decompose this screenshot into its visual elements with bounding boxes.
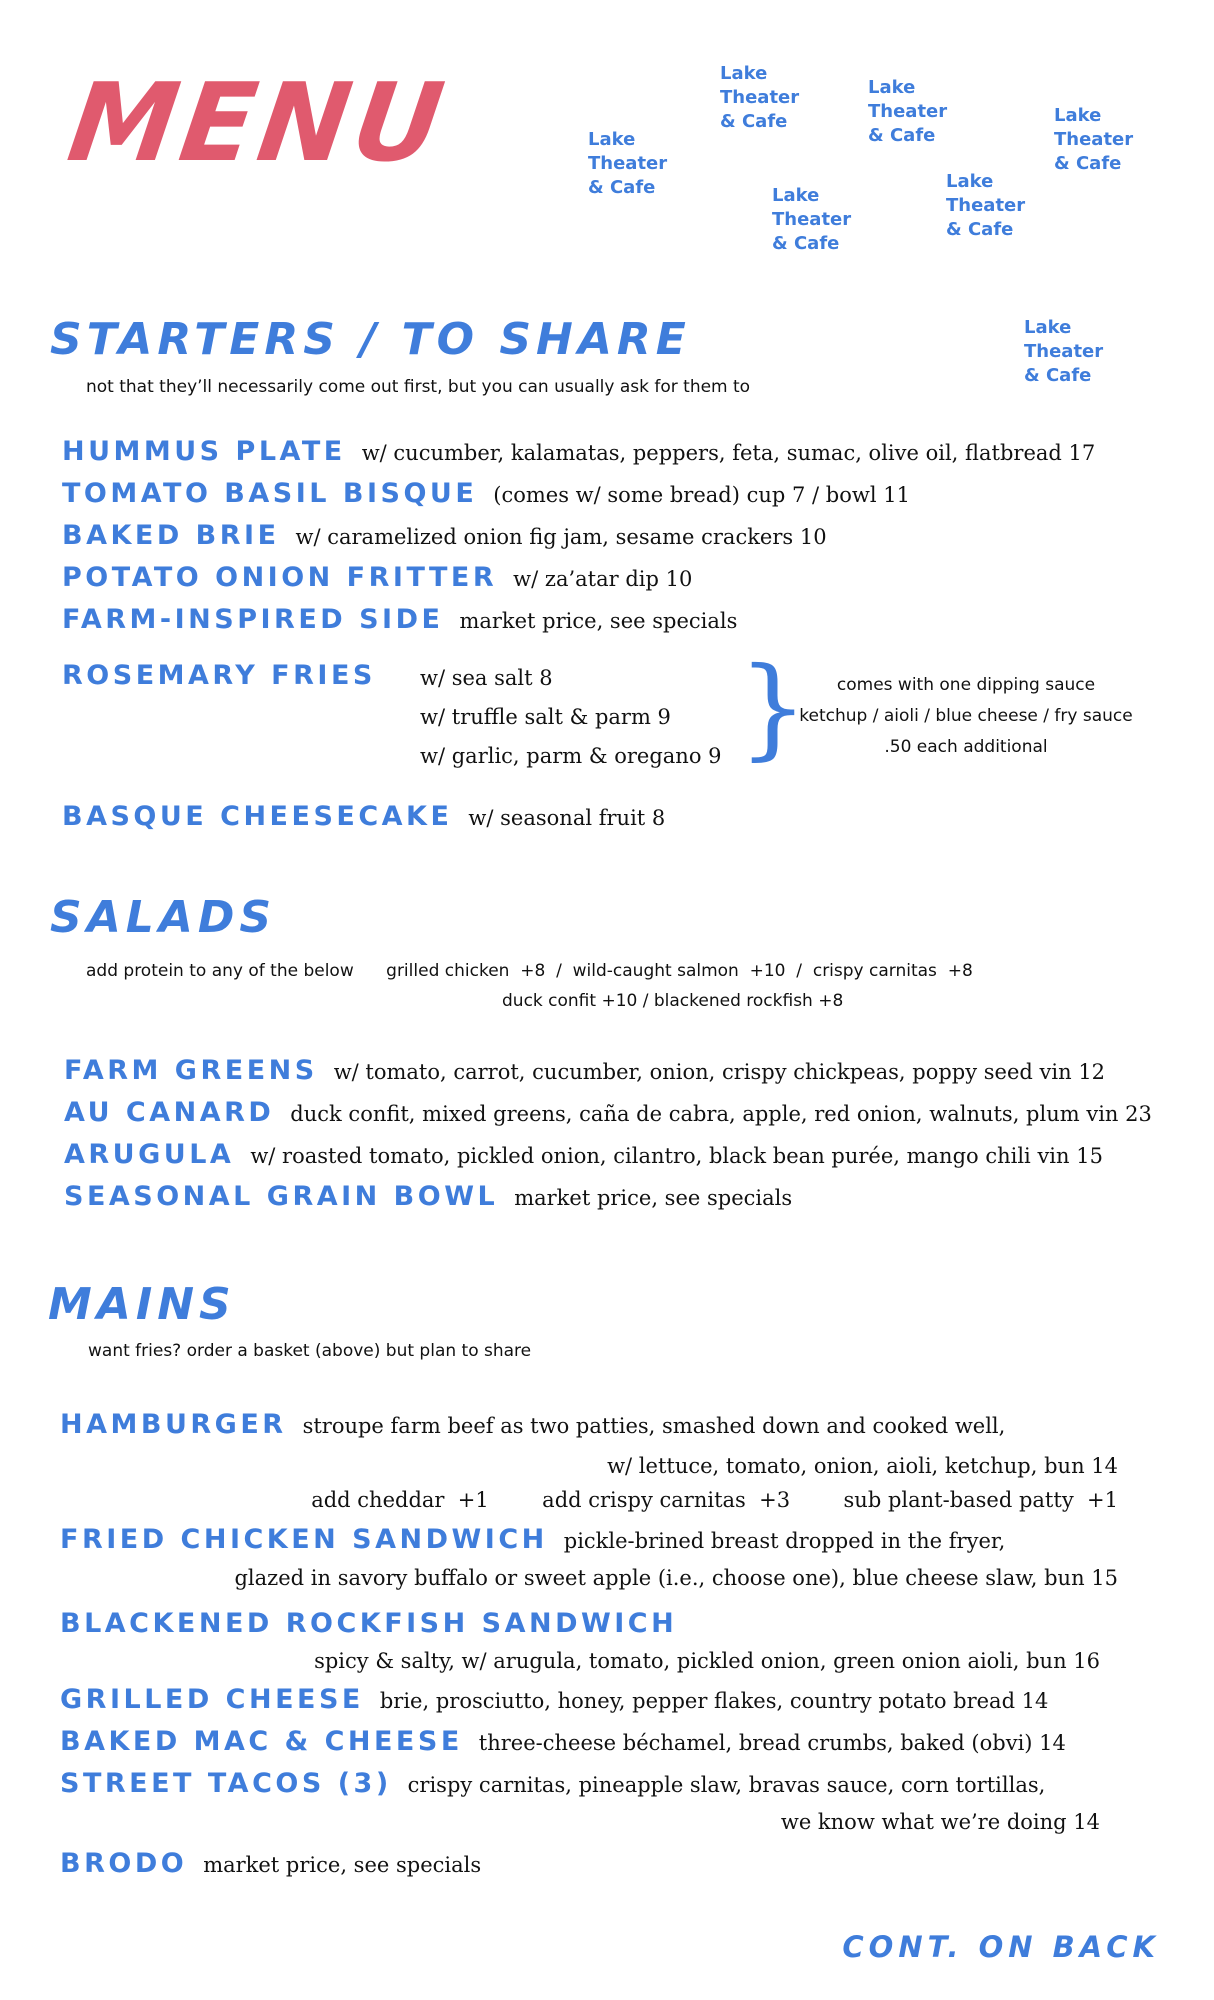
logo-text (868, 76, 978, 148)
item-desc: (comes w/ some bread) cup 7 / bowl 11 (493, 483, 910, 507)
item-desc: pickle-brined breast dropped in the fryer, (563, 1529, 1006, 1553)
logo-text (588, 128, 698, 200)
starters-heading: STARTERS / TO SHARE (50, 314, 691, 365)
fries-option: w/ truffle salt & parm 9 (420, 705, 671, 729)
menu-item (64, 1141, 1103, 1168)
item-name: BAKED MAC & CHEESE (60, 1726, 463, 1757)
logo-line: & Cafe (720, 111, 788, 132)
logo-line: Lake (772, 185, 820, 206)
hamburger-addons: add cheddar +1 add crispy carnitas +3 sub plant-based patty +1 (311, 1488, 1118, 1512)
rosemary-fries-item (62, 662, 376, 689)
menu-item (62, 480, 910, 507)
item-name: HAMBURGER (60, 1409, 287, 1440)
logo-text (1054, 104, 1164, 176)
logo-line: Lake (1024, 317, 1072, 338)
menu-item (64, 1099, 1152, 1126)
logo-line: Theater (868, 101, 948, 122)
logo-line: Lake (1054, 105, 1102, 126)
logo-text (772, 184, 882, 256)
mains-heading: MAINS (48, 1279, 236, 1330)
rockfish-item (60, 1610, 677, 1637)
item-desc: w/ tomato, carrot, cucumber, onion, crispy chickpeas, poppy seed vin 12 (333, 1060, 1106, 1084)
item-desc: market price, see specials (459, 609, 738, 633)
logo-line: Theater (1054, 129, 1134, 150)
item-name: STREET TACOS (3) (60, 1768, 392, 1799)
logo-line: Theater (772, 209, 852, 230)
item-desc-cont: glazed in savory buffalo or sweet apple (i.e., choose one), blue cheese slaw, bun 15 (234, 1566, 1118, 1590)
salads-note: add protein to any of the below grilled chicken +8 / wild-caught salmon +10 / crispy carnitas +8 (86, 961, 973, 981)
tacos-item (60, 1770, 1045, 1797)
menu-item (60, 1850, 481, 1877)
continued-on-back: CONT. ON BACK (842, 1930, 1160, 1964)
item-desc: w/ caramelized onion fig jam, sesame crackers 10 (295, 525, 827, 549)
menu-title: MENU (61, 61, 455, 186)
sauce-note-line: ketchup / aioli / blue cheese / fry sauce (799, 706, 1133, 726)
logo-line: Lake (868, 77, 916, 98)
starters-note: not that they’ll necessarily come out first, but you can usually ask for them to (86, 377, 751, 397)
brace-icon: } (738, 643, 808, 771)
item-name: FARM-INSPIRED SIDE (62, 604, 444, 635)
item-name: FARM GREENS (64, 1055, 318, 1086)
menu-item (62, 522, 827, 549)
logo-line: Theater (720, 87, 800, 108)
logo-line: & Cafe (868, 125, 936, 146)
menu-item (62, 438, 1095, 465)
logo-line: Lake (720, 63, 768, 84)
menu-item (64, 1183, 792, 1210)
menu-item (62, 606, 737, 633)
item-desc-cont: spicy & salty, w/ arugula, tomato, pickled onion, green onion aioli, bun 16 (314, 1649, 1100, 1673)
logo-line: & Cafe (772, 233, 840, 254)
logo-line: Lake (946, 171, 994, 192)
item-name: SEASONAL GRAIN BOWL (64, 1181, 499, 1212)
logo-line: Theater (946, 195, 1026, 216)
salads-note-2: duck confit +10 / blackened rockfish +8 (502, 991, 844, 1011)
item-desc: market price, see specials (203, 1853, 482, 1877)
mains-note: want fries? order a basket (above) but plan to share (88, 1341, 532, 1361)
logo-line: Lake (588, 129, 636, 150)
item-desc: w/ seasonal fruit 8 (468, 806, 666, 830)
menu-item (60, 1728, 1066, 1755)
fries-option: w/ sea salt 8 (420, 666, 553, 690)
menu-item (64, 1057, 1105, 1084)
item-desc-cont: w/ lettuce, tomato, onion, aioli, ketchup, bun 14 (607, 1454, 1118, 1478)
logo-line: & Cafe (588, 177, 656, 198)
item-name: AU CANARD (64, 1097, 275, 1128)
logo-line: & Cafe (1024, 365, 1092, 386)
item-desc: market price, see specials (514, 1186, 793, 1210)
item-desc: stroupe farm beef as two patties, smashed down and cooked well, (302, 1414, 1006, 1438)
fries-option: w/ garlic, parm & oregano 9 (420, 744, 722, 768)
hamburger-item (60, 1411, 1005, 1438)
item-desc: crispy carnitas, pineapple slaw, bravas sauce, corn tortillas, (407, 1773, 1046, 1797)
item-desc: w/ za’atar dip 10 (513, 567, 693, 591)
item-name: FRIED CHICKEN SANDWICH (60, 1524, 548, 1555)
item-name: ARUGULA (64, 1139, 235, 1170)
chicken-item (60, 1526, 1005, 1553)
item-desc: three-cheese béchamel, bread crumbs, baked (obvi) 14 (478, 1731, 1066, 1755)
menu-item (62, 564, 692, 591)
logo-line: Theater (1024, 341, 1104, 362)
menu-item (60, 1686, 1048, 1713)
item-name: BLACKENED ROCKFISH SANDWICH (60, 1608, 678, 1639)
item-desc: brie, prosciutto, honey, pepper flakes, country potato bread 14 (379, 1689, 1049, 1713)
logo-text (720, 62, 830, 134)
logo-line: Theater (588, 153, 668, 174)
item-desc: duck confit, mixed greens, caña de cabra, apple, red onion, walnuts, plum vin 23 (290, 1102, 1152, 1126)
logo-text (1024, 316, 1134, 388)
salads-heading: SALADS (50, 892, 277, 943)
item-name: TOMATO BASIL BISQUE (62, 478, 478, 509)
sauce-note-line: .50 each additional (884, 737, 1048, 757)
sauce-note (786, 670, 1146, 763)
sauce-note-line: comes with one dipping sauce (836, 675, 1096, 695)
logo-line: & Cafe (946, 219, 1014, 240)
item-name: BRODO (60, 1848, 188, 1879)
item-name: ROSEMARY FRIES (62, 660, 376, 691)
logo-text (946, 170, 1056, 242)
logo-line: & Cafe (1054, 153, 1122, 174)
item-name: POTATO ONION FRITTER (62, 562, 498, 593)
item-name: BASQUE CHEESECAKE (62, 801, 453, 832)
menu-item (62, 803, 665, 830)
item-desc: w/ roasted tomato, pickled onion, cilantro, black bean purée, mango chili vin 15 (250, 1144, 1103, 1168)
item-name: GRILLED CHEESE (60, 1684, 364, 1715)
item-desc: w/ cucumber, kalamatas, peppers, feta, sumac, olive oil, flatbread 17 (361, 441, 1096, 465)
item-desc-cont: we know what we’re doing 14 (780, 1810, 1100, 1834)
item-name: BAKED BRIE (62, 520, 280, 551)
item-name: HUMMUS PLATE (62, 436, 346, 467)
